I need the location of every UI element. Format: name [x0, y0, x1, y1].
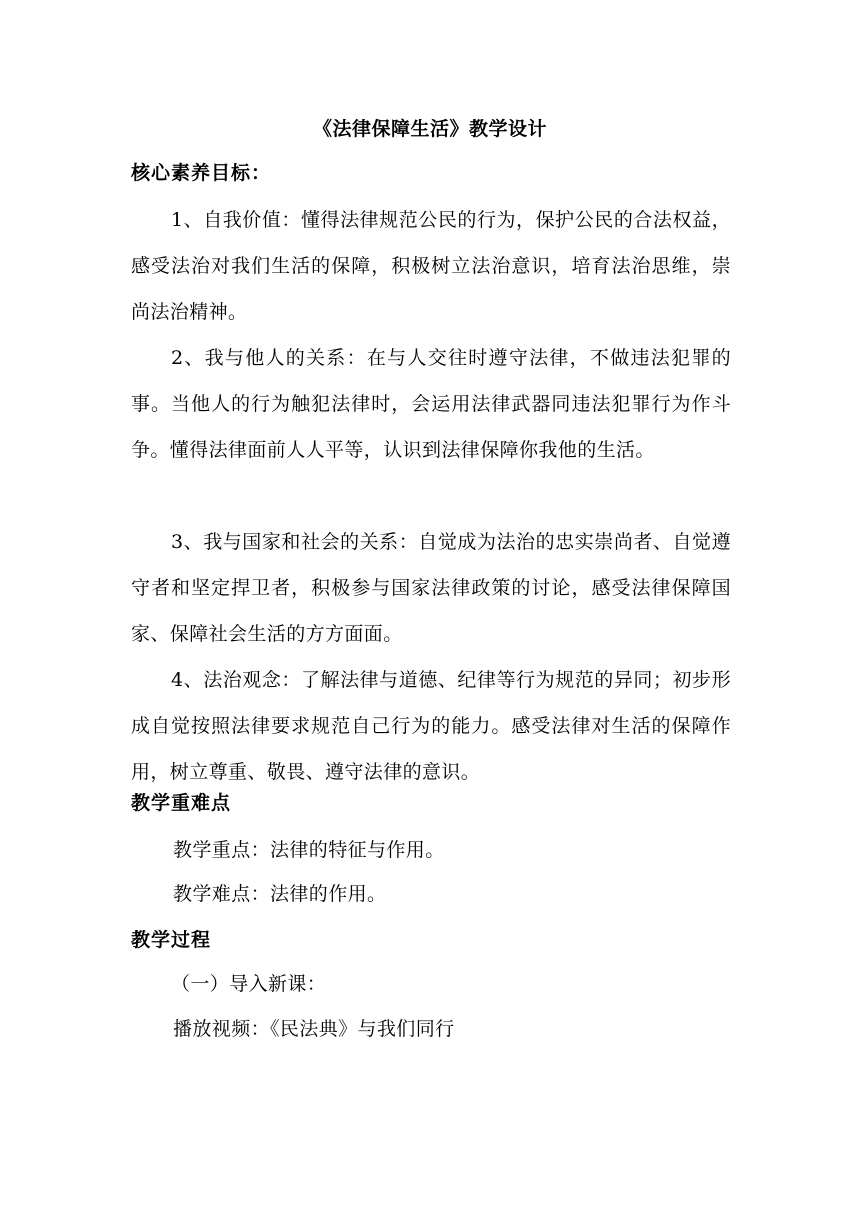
goal-item-rule-of-law: 4、法治观念：了解法律与道德、纪律等行为规范的异同；初步形成自觉按照法律要求规范自己行为的能力。感受法律对生活的保障作用，树立尊重、敬畏、遵守法律的意识。 — [131, 669, 731, 783]
teaching-focus: 教学重点：法律的特征与作用。 — [173, 839, 445, 861]
teaching-difficulty: 教学难点：法律的作用。 — [173, 883, 387, 905]
goal-item-society: 3、我与国家和社会的关系：自觉成为法治的忠实崇尚者、自觉遵守者和坚定捍卫者，积极参与国家法律政策的讨论，感受法律保障国家、保障社会生活的方方面面。 — [131, 531, 731, 645]
heading-key-points: 教学重难点 — [131, 792, 232, 814]
goal-item-others: 2、我与他人的关系：在与人交往时遵守法律，不做违法犯罪的事。当他人的行为触犯法律时，会运用法律武器同违法犯罪行为作斗争。懂得法律面前人人平等，认识到法律保障你我他的生活。 — [131, 347, 731, 461]
heading-core-goals: 核心素养目标： — [131, 162, 272, 184]
process-step-intro: （一）导入新课： — [171, 973, 327, 995]
document-title: 《法律保障生活》教学设计 — [312, 118, 547, 140]
goal-item-self-value: 1、自我价值：懂得法律规范公民的行为，保护公民的合法权益，感受法治对我们生活的保障，积极树立法治意识，培育法治思维，崇尚法治精神。 — [131, 209, 731, 323]
process-video: 播放视频：《民法典》与我们同行 — [173, 1018, 455, 1040]
heading-process: 教学过程 — [131, 929, 212, 951]
